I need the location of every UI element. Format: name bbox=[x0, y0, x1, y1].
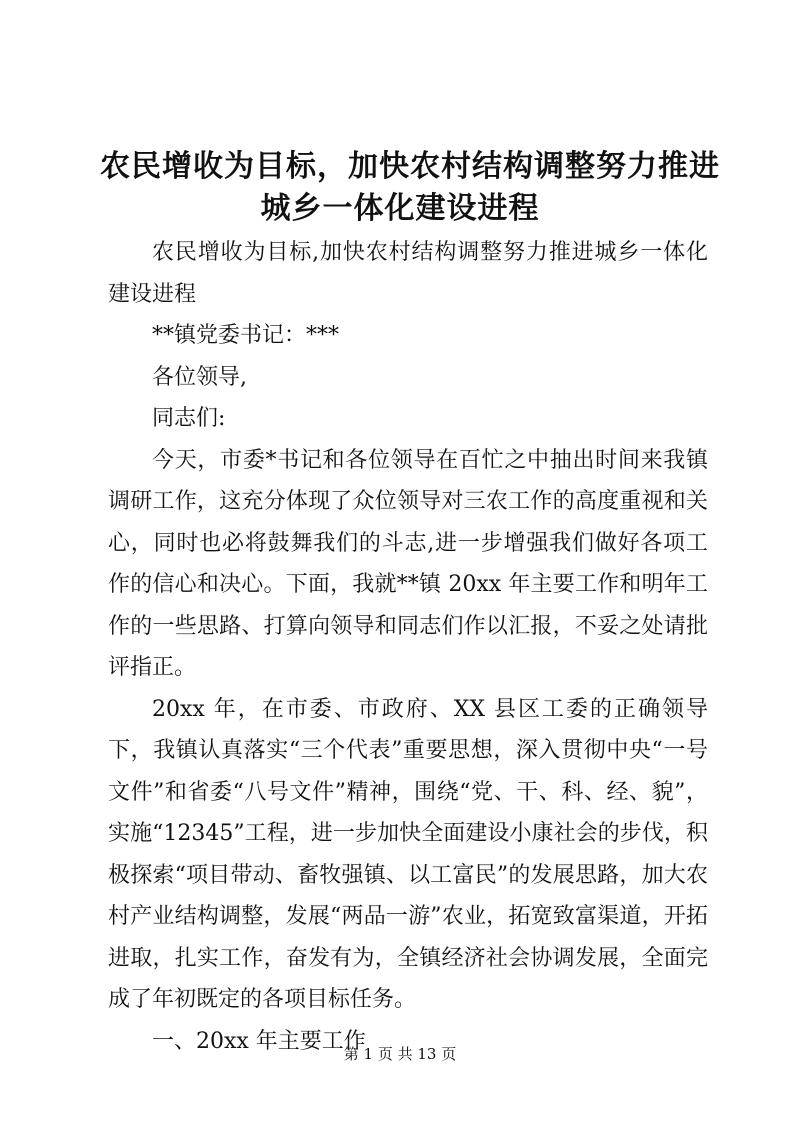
intro-paragraph: 今天，市委*书记和各位领导在百忙之中抽出时间来我镇调研工作，这充分体现了众位领导对三农工作的高度重视和关心，同时也必将鼓舞我们的斗志,进一步增强我们做好各项工作的信心和决心。下面，我就**镇 20xx 年主要工作和明年工作的一些思路、打算向领导和同志们作以汇报，不妥之处请批评指正。 bbox=[108, 447, 708, 680]
section-heading: 一、20xx 年主要工作 bbox=[152, 1028, 366, 1054]
subtitle-paragraph: 农民增收为目标,加快农村结构调整努力推进城乡一体化建设进程 bbox=[108, 240, 708, 307]
document-title-line-1: 农民增收为目标，加快农村结构调整努力推进 bbox=[100, 149, 720, 184]
document-title-line-2: 城乡一体化建设进程 bbox=[260, 191, 540, 226]
document-body bbox=[108, 232, 708, 1062]
speaker-line: **镇党委书记：*** bbox=[152, 323, 340, 348]
page-footer: 第 1 页 共 13 页 bbox=[343, 1045, 457, 1063]
summary-paragraph: 20xx 年，在市委、市政府、XX 县区工委的正确领导下，我镇认真落实“三个代表”重要思想，深入贯彻中央“一号文件”和省委“八号文件”精神，围绕“党、干、科、经、貌”，实施“12345”工程，进一步加快全面建设小康社会的步伐，积极探索“项目带动、畜牧强镇、以工富民”的发展思路，加大农村产业结构调整，发展“两品一游”农业，拓宽致富渠道，开拓进取，扎实工作，奋发有为，全镇经济社会协调发展，全面完成了年初既定的各项目标任务。 bbox=[108, 696, 708, 1012]
salutation-comrades: 同志们: bbox=[152, 406, 226, 431]
salutation-leaders: 各位领导, bbox=[152, 364, 247, 390]
